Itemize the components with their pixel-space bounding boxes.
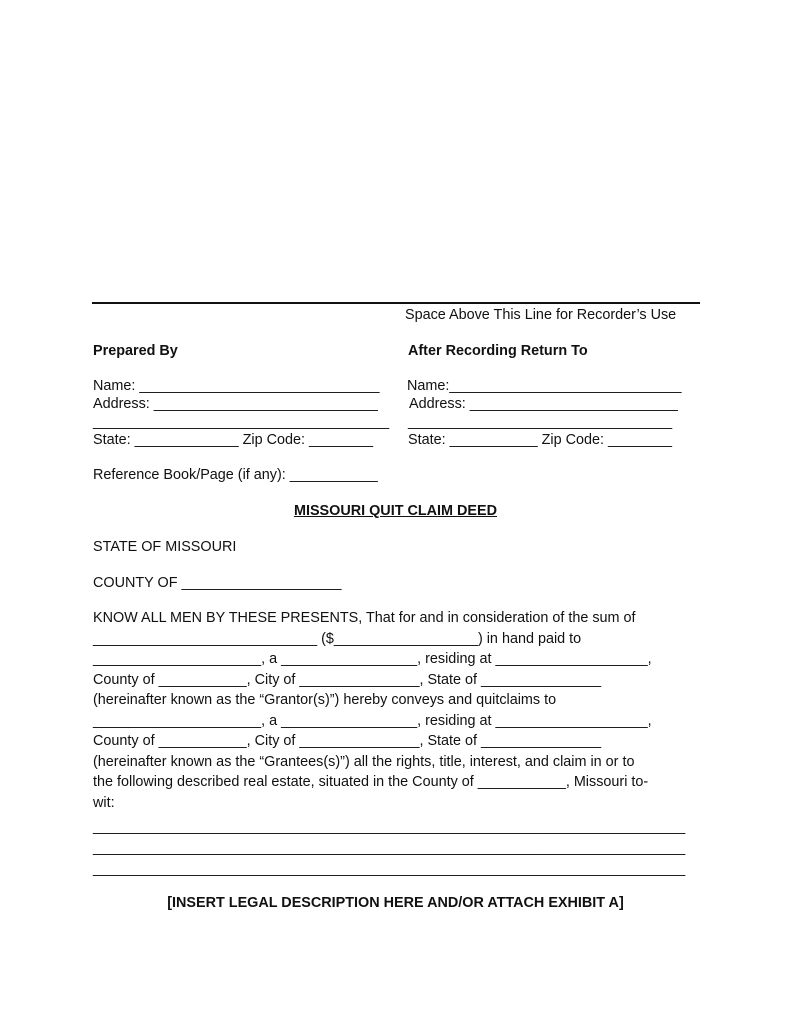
return-to-name-field[interactable]: Name:_____________________________ [407,378,682,394]
return-to-address2-field[interactable]: _________________________________ [408,414,673,430]
reference-field[interactable]: Reference Book/Page (if any): ___________ [93,467,378,483]
return-to-address-field[interactable]: Address: __________________________ [409,396,678,412]
body-line[interactable]: County of ___________, City of _______________, State of _______________ [93,671,602,688]
prepared-by-heading: Prepared By [93,343,178,359]
prepared-by-address-field[interactable]: Address: ____________________________ [93,396,378,412]
state-line: STATE OF MISSOURI [93,539,237,555]
blank-line[interactable]: __________________________________________________________________________ [93,840,686,856]
body-line[interactable]: the following described real estate, situated in the County of ___________, Missouri to- [93,774,649,790]
body-line: (hereinafter known as the “Grantees(s)”) all the rights, title, interest, and claim in or to [93,753,635,770]
body-line[interactable]: County of ___________, City of _______________, State of _______________ [93,733,602,749]
return-to-heading: After Recording Return To [408,343,588,359]
blank-line[interactable]: __________________________________________________________________________ [93,819,686,835]
deed-title: MISSOURI QUIT CLAIM DEED [293,503,498,519]
prepared-by-state-zip-field[interactable]: State: _____________ Zip Code: ________ [93,432,374,448]
recorder-note: Space Above This Line for Recorder’s Use [405,307,677,323]
county-line[interactable]: COUNTY OF ____________________ [93,575,342,591]
prepared-by-name-field[interactable]: Name: ______________________________ [93,378,380,394]
body-line[interactable]: _____________________, a _________________, residing at ___________________, [93,651,652,667]
insert-legal-description-note: [INSERT LEGAL DESCRIPTION HERE AND/OR ATTACH EXHIBIT A] [167,895,624,911]
recorder-divider-line [92,302,700,304]
body-line: wit: [93,794,115,811]
body-line[interactable]: ____________________________ ($__________________) in hand paid to [93,630,582,647]
prepared-by-address2-field[interactable]: _____________________________________ [93,414,390,430]
blank-line[interactable]: __________________________________________________________________________ [93,861,686,877]
body-line: KNOW ALL MEN BY THESE PRESENTS, That for and in consideration of the sum of [93,610,636,626]
return-to-state-zip-field[interactable]: State: ___________ Zip Code: ________ [408,432,673,448]
body-line[interactable]: _____________________, a _________________, residing at ___________________, [93,712,652,729]
body-line: (hereinafter known as the “Grantor(s)”) hereby conveys and quitclaims to [93,692,557,708]
